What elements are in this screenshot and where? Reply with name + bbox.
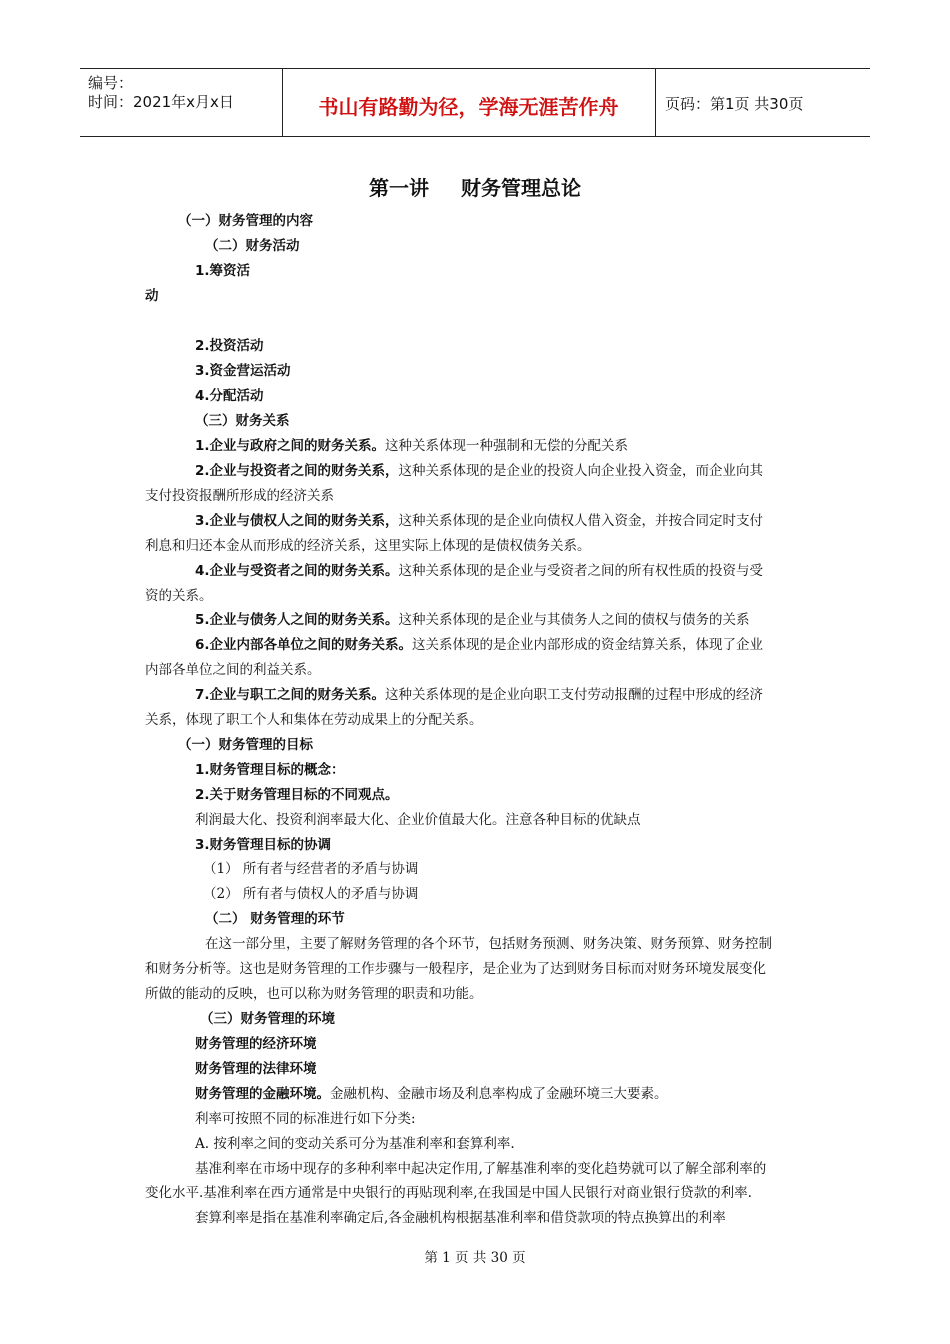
body-line xyxy=(195,512,763,530)
body-line-bold: 6.企业内部各单位之间的财务关系。 xyxy=(195,637,413,653)
body-line xyxy=(195,462,763,480)
body-line xyxy=(195,836,331,854)
body-line xyxy=(145,537,591,555)
body-line xyxy=(195,611,750,629)
body-line-bold: 1.企业与政府之间的财务关系。 xyxy=(195,438,386,454)
body-line-bold: （一）财务管理的内容 xyxy=(178,213,313,229)
body-line xyxy=(145,711,483,729)
body-line-bold: 1.筹资活 xyxy=(195,263,251,279)
body-line-bold: 2.企业与投资者之间的财务关系， xyxy=(195,463,399,479)
body-line xyxy=(178,736,313,754)
body-line-text: 内部各单位之间的利益关系。 xyxy=(145,662,321,678)
header-motto: 书山有路勤为径，学海无涯苦作舟 xyxy=(318,95,619,119)
body-line-text: 这种关系体现的是企业与受资者之间的所有权性质的投资与受 xyxy=(398,563,764,579)
body-line-text: 和财务分析等。这也是财务管理的工作步骤与一般程序，是企业为了达到财务目标而对财务环境发展变化 xyxy=(145,961,766,977)
body-line-bold: （三）财务管理的环境 xyxy=(200,1011,335,1027)
body-line-bold: （一）财务管理的目标 xyxy=(178,737,313,753)
body-line-text: 这种关系体现的是企业与其债务人之间的债权与债务的关系 xyxy=(398,612,750,628)
body-line xyxy=(203,860,418,878)
body-line-text: 金融机构、金融市场及利息率构成了金融环境三大要素。 xyxy=(330,1086,668,1102)
body-line-bold: 4.分配活动 xyxy=(195,388,264,404)
body-line xyxy=(195,362,291,380)
title-lecture: 第一讲 xyxy=(369,176,429,200)
body-line xyxy=(195,686,763,704)
body-line-text: 利率可按照不同的标准进行如下分类: xyxy=(195,1111,416,1127)
body-line xyxy=(200,1010,335,1028)
body-line xyxy=(145,985,483,1003)
body-line xyxy=(195,1085,668,1103)
body-line xyxy=(195,337,264,355)
body-line-bold: 财务管理的经济环境 xyxy=(195,1036,317,1052)
body-line-text: 在这一部分里，主要了解财务管理的各个环节，包括财务预测、财务决策、财务预算、财务控制 xyxy=(205,936,772,952)
body-line xyxy=(195,562,763,580)
body-line-bold: 5.企业与债务人之间的财务关系。 xyxy=(195,612,399,628)
body-line xyxy=(195,1135,515,1153)
body-line-bold: 2.关于财务管理目标的不同观点。 xyxy=(195,787,399,803)
body-line xyxy=(195,811,641,829)
body-line-bold: 财务管理的法律环境 xyxy=(195,1061,317,1077)
body-line xyxy=(205,910,345,928)
body-line xyxy=(195,636,763,654)
title-subject: 财务管理总论 xyxy=(461,176,581,200)
body-line xyxy=(145,487,334,505)
body-line-bold: （二） 财务管理的环节 xyxy=(205,911,345,927)
body-line-text: 基准利率在市场中现存的多种利率中起决定作用,了解基准利率的变化趋势就可以了解全部利率的 xyxy=(195,1161,767,1177)
body-line-text: （1） 所有者与经营者的矛盾与协调 xyxy=(203,861,419,877)
body-line xyxy=(195,1035,317,1053)
body-line-bold: 财务管理的金融环境。 xyxy=(195,1086,330,1102)
body-line xyxy=(195,1060,317,1078)
document-title xyxy=(0,172,950,201)
body-line xyxy=(195,262,250,280)
header-page-code: 页码：第1页 共30页 xyxy=(665,95,804,113)
body-line-bold: 2.投资活动 xyxy=(195,338,264,354)
body-line-bold: 7.企业与职工之间的财务关系。 xyxy=(195,687,386,703)
body-line-text: 所做的能动的反映，也可以称为财务管理的职责和功能。 xyxy=(145,986,483,1002)
body-line xyxy=(195,387,264,405)
body-line xyxy=(203,885,418,903)
body-line xyxy=(205,935,772,953)
body-line-bold: 1.财务管理目标的概念： xyxy=(195,762,345,778)
body-line xyxy=(205,237,300,255)
body-line-text: 利息和归还本金从而形成的经济关系，这里实际上体现的是债权债务关系。 xyxy=(145,538,591,554)
body-line-text: 利润最大化、投资利润率最大化、企业价值最大化。注意各种目标的优缺点 xyxy=(195,812,641,828)
page-header xyxy=(80,68,870,137)
body-line xyxy=(195,786,399,804)
body-line xyxy=(145,287,159,305)
body-line xyxy=(195,1209,726,1227)
body-line-text: （2） 所有者与债权人的矛盾与协调 xyxy=(203,886,419,902)
body-line xyxy=(145,661,321,679)
body-line-text: 资的关系。 xyxy=(145,588,213,604)
body-line-bold: 动 xyxy=(145,288,159,304)
body-line xyxy=(195,1110,416,1128)
body-line-text: A. 按利率之间的变动关系可分为基准利率和套算利率. xyxy=(195,1136,515,1152)
body-line-bold: （三）财务关系 xyxy=(195,413,290,429)
body-line xyxy=(145,1184,752,1202)
body-line-text: 这种关系体现的是企业向职工支付劳动报酬的过程中形成的经济 xyxy=(385,687,764,703)
body-line xyxy=(145,960,766,978)
doc-number-label: 编号： xyxy=(88,74,134,92)
body-line xyxy=(178,212,313,230)
body-line-bold: （二）财务活动 xyxy=(205,238,300,254)
body-line-text: 这关系体现的是企业内部形成的资金结算关系，体现了企业 xyxy=(412,637,764,653)
body-line-bold: 3.财务管理目标的协调 xyxy=(195,837,332,853)
header-page-cell xyxy=(655,69,870,136)
header-meta-cell xyxy=(80,69,283,136)
doc-time-label: 时间：2021年x月x日 xyxy=(88,93,234,111)
body-line-bold: 4.企业与受资者之间的财务关系。 xyxy=(195,563,399,579)
body-line-text: 变化水平.基准利率在西方通常是中央银行的再贴现利率,在我国是中国人民银行对商业银行贷款的利率. xyxy=(145,1185,752,1201)
body-line-bold: 3.企业与债权人之间的财务关系， xyxy=(195,513,399,529)
body-line xyxy=(145,587,213,605)
body-line-text: 这种关系体现的是企业的投资人向企业投入资金，而企业向其 xyxy=(398,463,764,479)
body-line-bold: 3.资金营运活动 xyxy=(195,363,291,379)
body-line-text: 这种关系体现一种强制和无偿的分配关系 xyxy=(385,438,629,454)
body-line-text: 套算利率是指在基准利率确定后,各金融机构根据基准利率和借贷款项的特点换算出的利率 xyxy=(195,1210,726,1226)
body-line-text: 这种关系体现的是企业向债权人借入资金，并按合同定时支付 xyxy=(398,513,764,529)
page-footer: 第 1 页 共 30 页 xyxy=(424,1250,526,1266)
body-line xyxy=(195,437,628,455)
body-line xyxy=(195,412,290,430)
body-line xyxy=(195,761,345,779)
body-line-text: 关系，体现了职工个人和集体在劳动成果上的分配关系。 xyxy=(145,712,483,728)
header-motto-cell xyxy=(282,69,656,136)
body-line-text: 支付投资报酬所形成的经济关系 xyxy=(145,488,334,504)
body-line xyxy=(195,1160,766,1178)
